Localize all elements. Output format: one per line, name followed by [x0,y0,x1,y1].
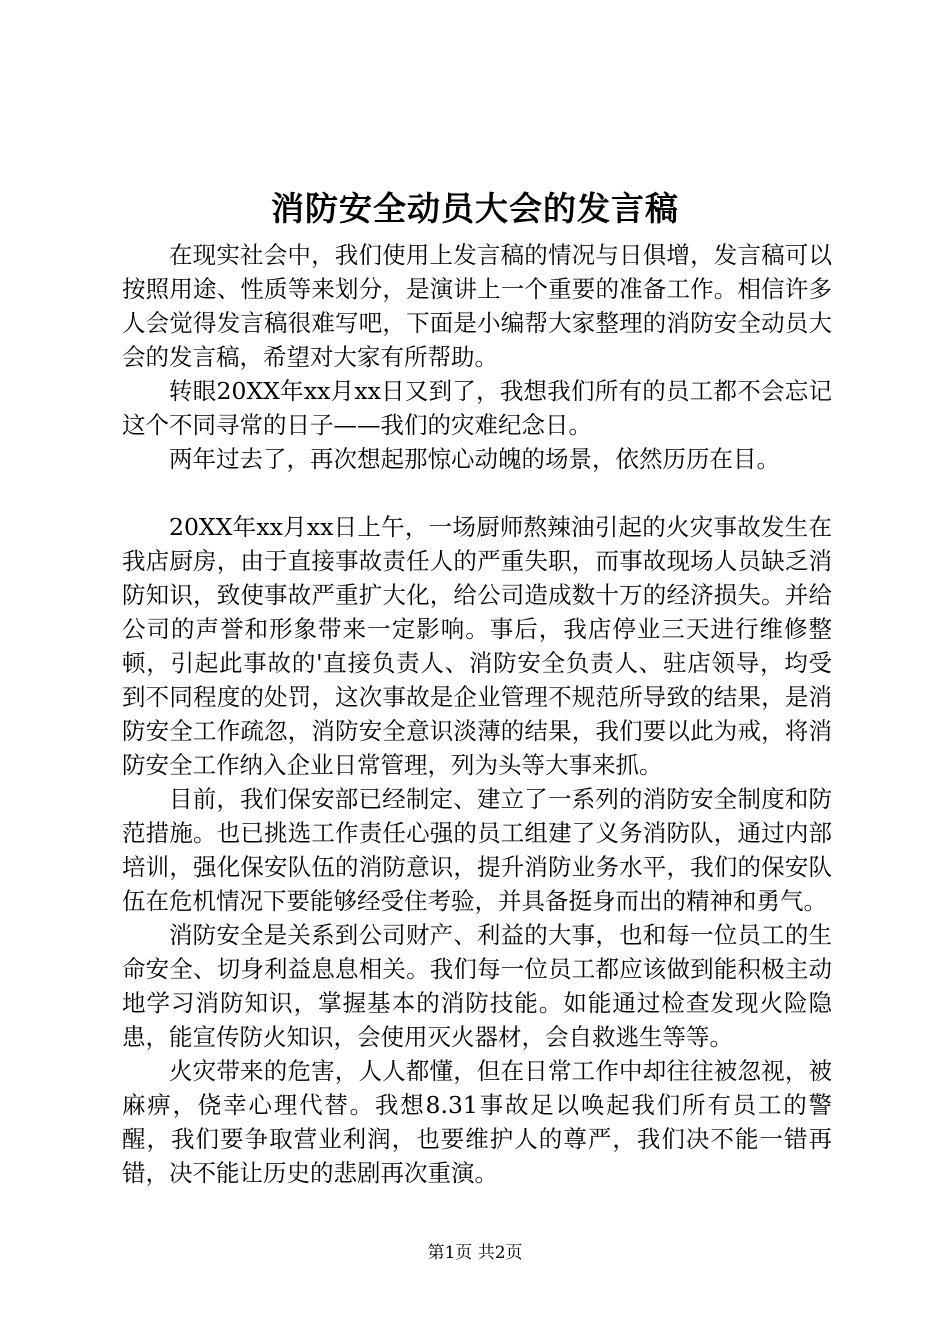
paragraph-incident: 20XX年xx月xx日上午，一场厨师熬辣油引起的火灾事故发生在我店厨房，由于直接事故责任人的严重失职，而事故现场人员缺乏消防知识，致使事故严重扩大化，给公司造成数十万的经济损失。并给公司的声誉和形象带来一定影响。事后，我店停业三天进行维修整顿，引起此事故的'直接负责人、消防安全负责人、驻店领导，均受到不同程度的处罚，这次事故是企业管理不规范所导致的结果，是消防安全工作疏忽，消防安全意识淡薄的结果，我们要以此为戒，将消防安全工作纳入企业日常管理，列为头等大事来抓。 [122,513,832,779]
paragraph-anniversary: 转眼20XX年xx月xx日又到了，我想我们所有的员工都不会忘记这个不同寻常的日子——我们的灾难纪念日。 [122,377,832,439]
paragraph-recollection: 两年过去了，再次想起那惊心动魄的场景，依然历历在目。 [169,445,780,473]
paragraph-conclusion: 火灾带来的危害，人人都懂，但在日常工作中却往往被忽视，被麻痹，侥幸心理代替。我想8.31事故足以唤起我们所有员工的警醒，我们要争取营业利润，也要维护人的尊严，我们决不能一错再错，决不能让历史的悲剧再次重演。 [122,1057,832,1187]
paragraph-measures: 目前，我们保安部已经制定、建立了一系列的消防安全制度和防范措施。也已挑选工作责任心强的员工组建了义务消防队，通过内部培训，强化保安队伍的消防意识，提升消防业务水平，我们的保安队伍在危机情况下要能够经受住考验，并具备挺身而出的精神和勇气。 [122,785,832,915]
paragraph-responsibility: 消防安全是关系到公司财产、利益的大事，也和每一位员工的生命安全、切身利益息息相关。我们每一位员工都应该做到能积极主动地学习消防知识，掌握基本的消防技能。如能通过检查发现火险隐患，能宣传防火知识，会使用灭火器材，会自救逃生等等。 [122,921,832,1051]
paragraph-intro: 在现实社会中，我们使用上发言稿的情况与日俱增，发言稿可以按照用途、性质等来划分，是演讲上一个重要的准备工作。相信许多人会觉得发言稿很难写吧，下面是小编帮大家整理的消防安全动员大会的发言稿，希望对大家有所帮助。 [122,241,832,371]
document-body [122,238,832,1190]
document-title: 消防安全动员大会的发言稿 [271,189,679,228]
page-number-footer: 第1页 共2页 [427,1243,523,1263]
